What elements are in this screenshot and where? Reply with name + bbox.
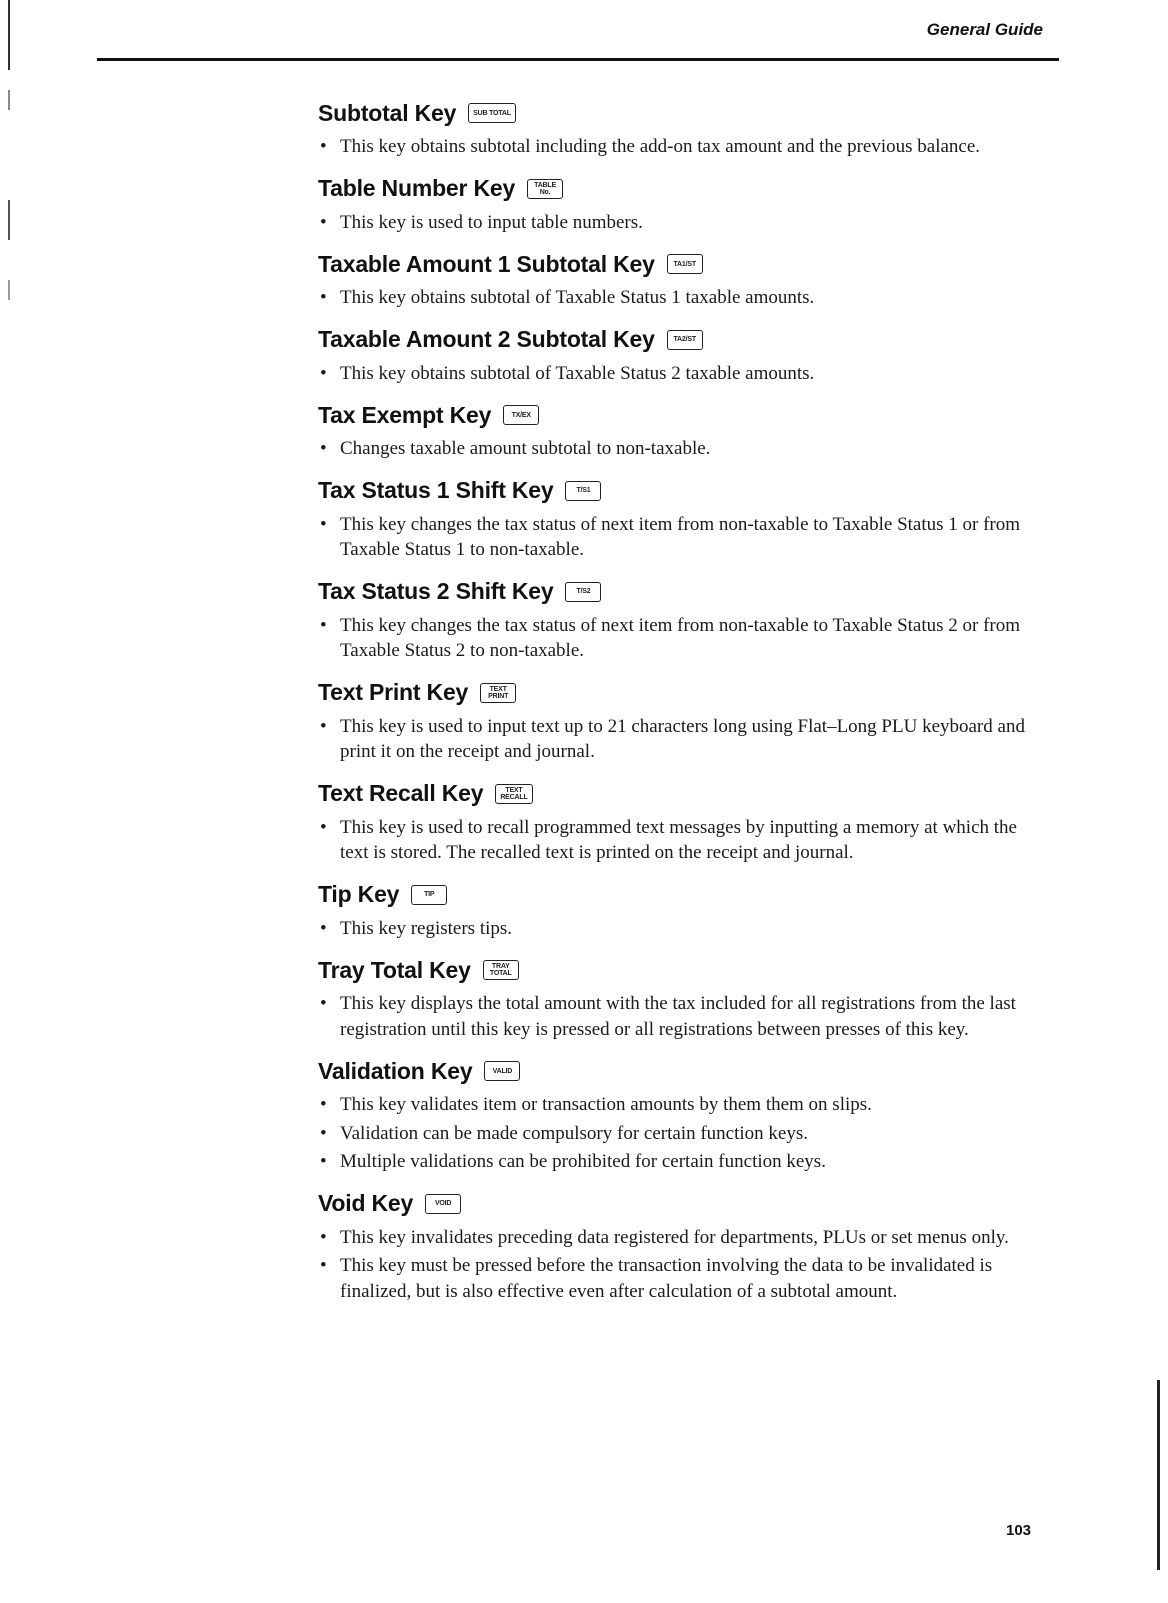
bullet-list <box>318 134 1043 160</box>
bullet-text: This key registers tips. <box>340 917 513 939</box>
bullet-dot-icon: • <box>320 438 327 459</box>
key-definitions-list <box>318 96 1043 1316</box>
entry-title: Tax Exempt Key <box>318 401 492 428</box>
entry-heading <box>318 953 1043 987</box>
entry-title: Validation Key <box>318 1057 473 1084</box>
bullet-dot-icon: • <box>320 917 327 939</box>
bullet-item <box>318 436 1043 462</box>
entry-title: Tax Status 1 Shift Key <box>318 477 554 503</box>
bullet-dot-icon: • <box>320 816 327 838</box>
bullet-item <box>318 210 1043 236</box>
key-entry <box>318 1187 1043 1305</box>
bullet-dot-icon: • <box>320 136 327 157</box>
key-entry <box>318 96 1043 160</box>
bullet-item <box>318 1225 1043 1251</box>
bullet-item <box>318 916 1043 942</box>
bullet-text: This key displays the total amount with the tax included for all registrations from the last registration until this key is pressed or all registrations between presses of this key. <box>340 993 1016 1040</box>
key-entry <box>318 474 1043 563</box>
keycap-icon: TIP <box>411 885 447 905</box>
bullet-list <box>318 1092 1043 1175</box>
bullet-dot-icon: • <box>320 1151 327 1172</box>
page-edge-mark <box>1157 1380 1160 1570</box>
key-entry <box>318 777 1043 866</box>
bullet-list <box>318 613 1043 664</box>
keycap-icon: TX/EX <box>503 405 539 425</box>
bullet-text: This key changes the tax status of next item from non-taxable to Taxable Status 2 or from Taxable Status 2 to non-taxable. <box>340 614 1021 661</box>
key-entry <box>318 676 1043 765</box>
key-entry <box>318 247 1043 311</box>
entry-heading <box>318 777 1043 811</box>
bullet-list <box>318 1225 1043 1305</box>
entry-title: Taxable Amount 1 Subtotal Key <box>318 250 655 277</box>
bullet-item <box>318 134 1043 160</box>
bullet-dot-icon: • <box>320 211 327 233</box>
keycap-icon: TA1/ST <box>667 254 703 274</box>
bullet-list <box>318 512 1043 563</box>
bullet-dot-icon: • <box>320 513 327 535</box>
page-header <box>97 18 1059 61</box>
key-entry <box>318 953 1043 1042</box>
keycap-icon: VOID <box>425 1194 461 1214</box>
page-edge-shadow <box>8 0 10 1603</box>
bullet-list <box>318 436 1043 462</box>
bullet-item <box>318 1149 1043 1175</box>
entry-heading <box>318 676 1043 710</box>
entry-title: Subtotal Key <box>318 99 457 126</box>
entry-heading <box>318 575 1043 609</box>
bullet-dot-icon: • <box>320 993 327 1014</box>
bullet-item <box>318 613 1043 664</box>
bullet-item <box>318 714 1043 765</box>
entry-title: Tax Status 2 Shift Key <box>318 578 554 604</box>
key-entry <box>318 575 1043 664</box>
bullet-dot-icon: • <box>320 1226 327 1248</box>
keycap-icon: SUB TOTAL <box>468 103 516 123</box>
bullet-list <box>318 714 1043 765</box>
key-entry <box>318 878 1043 942</box>
bullet-item <box>318 1092 1043 1118</box>
bullet-dot-icon: • <box>320 287 327 308</box>
bullet-list <box>318 991 1043 1042</box>
entry-title: Table Number Key <box>318 175 516 201</box>
bullet-list <box>318 916 1043 942</box>
keycap-icon: TRAY TOTAL <box>483 960 519 980</box>
entry-heading <box>318 96 1043 130</box>
entry-heading <box>318 398 1043 432</box>
keycap-icon: TEXT PRINT <box>480 683 516 703</box>
bullet-list <box>318 210 1043 236</box>
entry-heading <box>318 172 1043 206</box>
bullet-text: This key is used to recall programmed text messages by inputting a memory at which the text is stored. The recalled text is printed on the receipt and journal. <box>340 816 1017 863</box>
bullet-dot-icon: • <box>320 1122 327 1144</box>
keycap-icon: VALID <box>484 1061 520 1081</box>
entry-title: Tip Key <box>318 881 400 907</box>
bullet-item <box>318 991 1043 1042</box>
bullet-text: Multiple validations can be prohibited for certain function keys. <box>340 1151 826 1172</box>
keycap-icon: TABLE No. <box>527 179 563 199</box>
bullet-dot-icon: • <box>320 1094 327 1115</box>
bullet-item <box>318 1253 1043 1304</box>
entry-heading <box>318 1054 1043 1088</box>
entry-heading <box>318 247 1043 281</box>
keycap-icon: TEXT RECALL <box>495 784 532 804</box>
bullet-text: This key changes the tax status of next item from non-taxable to Taxable Status 1 or from Taxable Status 1 to non-taxable. <box>340 513 1021 560</box>
header-title: General Guide <box>926 20 1043 39</box>
bullet-dot-icon: • <box>320 1255 327 1276</box>
entry-heading <box>318 474 1043 508</box>
bullet-text: This key obtains subtotal of Taxable Status 1 taxable amounts. <box>340 287 815 308</box>
keycap-icon: T/S1 <box>565 481 601 501</box>
entry-title: Text Recall Key <box>318 780 484 806</box>
bullet-item <box>318 815 1043 866</box>
bullet-text: Validation can be made compulsory for certain function keys. <box>340 1122 808 1144</box>
entry-heading <box>318 323 1043 357</box>
bullet-item <box>318 1121 1043 1147</box>
bullet-text: This key is used to input table numbers. <box>340 211 643 233</box>
bullet-text: This key obtains subtotal including the add-on tax amount and the previous balance. <box>340 136 981 157</box>
key-entry <box>318 1054 1043 1175</box>
bullet-text: This key must be pressed before the transaction involving the data to be invalidated is finalized, but is also effective even after calculation of a subtotal amount. <box>340 1255 993 1302</box>
keycap-icon: T/S2 <box>565 582 601 602</box>
bullet-dot-icon: • <box>320 715 327 737</box>
bullet-text: This key is used to input text up to 21 characters long using Flat–Long PLU keyboard and print it on the receipt and journal. <box>340 715 1025 762</box>
entry-title: Void Key <box>318 1190 414 1216</box>
entry-heading <box>318 878 1043 912</box>
entry-heading <box>318 1187 1043 1221</box>
bullet-item <box>318 285 1043 311</box>
bullet-list <box>318 361 1043 387</box>
bullet-dot-icon: • <box>320 362 327 384</box>
key-entry <box>318 172 1043 236</box>
entry-title: Tray Total Key <box>318 956 471 983</box>
bullet-text: Changes taxable amount subtotal to non-taxable. <box>340 438 711 459</box>
bullet-item <box>318 361 1043 387</box>
bullet-text: This key validates item or transaction amounts by them them on slips. <box>340 1094 872 1115</box>
key-entry <box>318 398 1043 462</box>
bullet-item <box>318 512 1043 563</box>
entry-title: Taxable Amount 2 Subtotal Key <box>318 326 655 352</box>
key-entry <box>318 323 1043 387</box>
bullet-dot-icon: • <box>320 614 327 636</box>
page-number: 103 <box>1006 1522 1032 1539</box>
bullet-text: This key obtains subtotal of Taxable Status 2 taxable amounts. <box>340 362 815 384</box>
bullet-list <box>318 815 1043 866</box>
bullet-list <box>318 285 1043 311</box>
entry-title: Text Print Key <box>318 679 469 705</box>
bullet-text: This key invalidates preceding data registered for departments, PLUs or set menus only. <box>340 1226 1009 1248</box>
keycap-icon: TA2/ST <box>667 330 703 350</box>
